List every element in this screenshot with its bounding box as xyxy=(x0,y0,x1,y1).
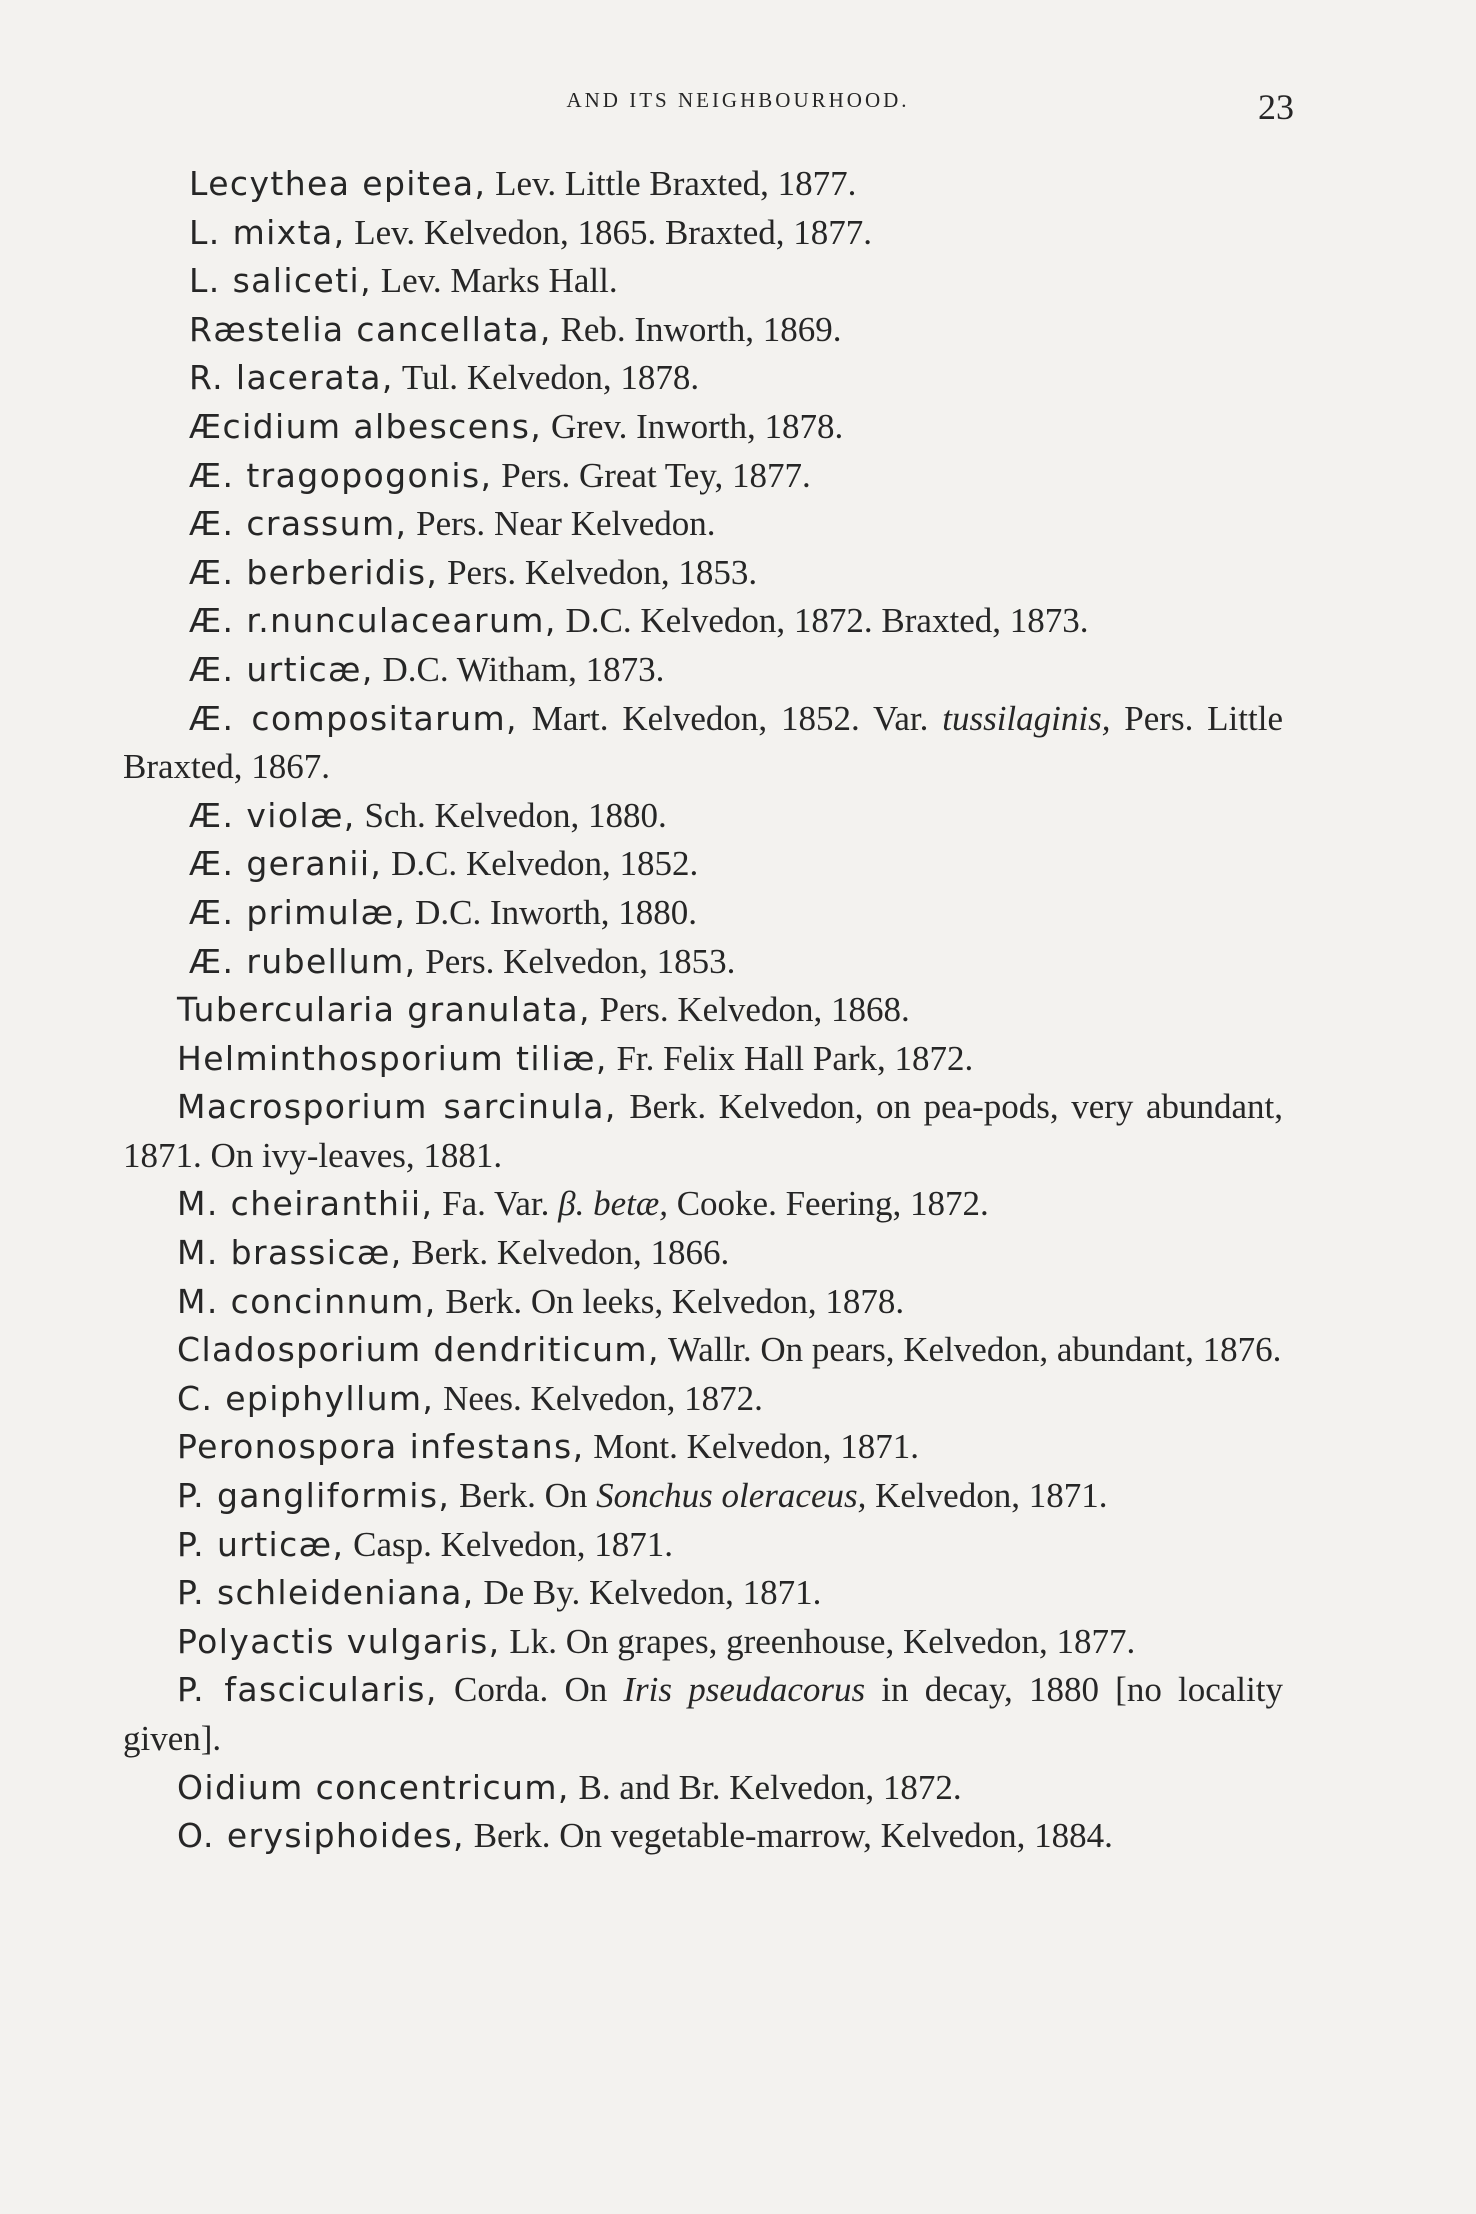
species-entry xyxy=(123,1472,1283,1521)
species-authority: Tul. xyxy=(393,358,459,398)
species-entry xyxy=(123,695,1283,792)
species-record: Kelvedon, 1865. Braxted, 1877. xyxy=(415,212,872,252)
species-name: P. gangliformis, xyxy=(177,1476,451,1516)
species-record: Inworth, 1869. xyxy=(625,309,842,349)
species-variety: β. betæ, xyxy=(558,1184,668,1224)
species-authority: Fa. xyxy=(433,1184,486,1224)
species-authority: D.C. xyxy=(382,844,458,884)
species-record: Kelvedon, 1872. Braxted, 1873. xyxy=(631,601,1089,641)
species-record: Kelvedon, 1871. xyxy=(580,1573,822,1613)
species-name: Æ. violæ, xyxy=(189,795,356,835)
species-record: Great Tey, 1877. xyxy=(570,455,811,495)
species-record: Kelvedon, 1852. Var. xyxy=(608,698,943,738)
species-authority: Berk. xyxy=(450,1476,536,1516)
species-authority: Fr. xyxy=(607,1038,655,1078)
species-record-continued: in decay, 1880 [no locality given]. xyxy=(123,1670,1283,1758)
species-entry xyxy=(123,1375,1283,1424)
species-name: Macrosporium sarcinula, xyxy=(177,1087,617,1127)
species-name: Æ. rubellum, xyxy=(189,941,417,981)
species-authority: Pers. xyxy=(407,504,486,544)
species-name: Æ. crassum, xyxy=(189,504,408,544)
running-head: AND ITS NEIGHBOURHOOD. xyxy=(566,88,910,112)
species-name: C. epiphyllum, xyxy=(177,1378,435,1418)
species-authority: Berk. xyxy=(464,1816,551,1856)
species-name: Helminthosporium tiliæ, xyxy=(177,1038,608,1078)
species-name: Oidium concentricum, xyxy=(177,1767,570,1807)
species-authority: Berk. xyxy=(402,1233,489,1273)
species-authority: Nees. xyxy=(434,1378,522,1418)
species-entry xyxy=(123,646,1283,695)
species-entry xyxy=(123,452,1283,501)
species-name: Æ. berberidis, xyxy=(189,552,439,592)
species-entry xyxy=(123,549,1283,598)
species-record: Kelvedon, 1853. xyxy=(516,552,758,592)
species-name: Lecythea epitea, xyxy=(189,164,487,203)
species-record: Var. xyxy=(485,1184,559,1224)
species-record: On xyxy=(548,1670,624,1710)
species-record: Kelvedon, 1852. xyxy=(457,844,699,884)
species-record: On leeks, Kelvedon, 1878. xyxy=(522,1281,905,1321)
species-entry xyxy=(123,597,1283,646)
species-name: Æ. tragopogonis, xyxy=(189,455,493,495)
species-authority: Berk. xyxy=(616,1087,707,1127)
species-authority: De By. xyxy=(474,1573,581,1613)
species-record: Kelvedon, 1853. xyxy=(494,941,736,981)
species-entry xyxy=(123,840,1283,889)
species-name: R. lacerata, xyxy=(189,358,394,398)
species-name: Æ. compositarum, xyxy=(189,698,518,738)
species-record: On pears, Kelvedon, abundant, 1876. xyxy=(751,1330,1282,1370)
species-host: Sonchus oleraceus, xyxy=(596,1476,867,1516)
species-authority: Mart. xyxy=(517,698,609,738)
species-name: P. urticæ, xyxy=(177,1524,345,1564)
species-authority: Lev. xyxy=(345,212,416,252)
species-authority: D.C. xyxy=(406,892,482,932)
species-entry xyxy=(123,1035,1283,1084)
species-authority: Lev. xyxy=(371,261,442,301)
species-record: Kelvedon, 1878. xyxy=(458,358,700,398)
species-name: M. concinnum, xyxy=(177,1281,437,1321)
species-record: On grapes, greenhouse, Kelvedon, 1877. xyxy=(556,1621,1136,1661)
species-authority: Casp. xyxy=(344,1524,432,1564)
species-record: On xyxy=(535,1476,597,1516)
species-record: On vegetable-marrow, Kelvedon, 1884. xyxy=(550,1816,1113,1856)
species-record: Inworth, 1880. xyxy=(481,892,698,932)
species-name: Æ. r.nunculacearum, xyxy=(189,601,557,641)
species-record-continued: Kelvedon, 1871. xyxy=(866,1476,1108,1516)
species-entry xyxy=(123,1326,1283,1375)
species-name: Æ. urticæ, xyxy=(189,649,374,689)
species-variety: tussilaginis, xyxy=(942,698,1111,738)
species-authority: Berk. xyxy=(436,1281,523,1321)
species-authority: Wallr. xyxy=(659,1330,752,1370)
species-record: Kelvedon, on pea-pods, very abundant, 1871. On ivy-leaves, 1881. xyxy=(123,1087,1283,1175)
species-name: Æcidium albescens, xyxy=(189,406,543,446)
species-authority: D.C. xyxy=(373,649,449,689)
species-record: Felix Hall Park, 1872. xyxy=(654,1038,974,1078)
species-entry xyxy=(123,1521,1283,1570)
species-name: M. brassicæ, xyxy=(177,1233,403,1273)
species-entry xyxy=(123,354,1283,403)
species-entry xyxy=(123,403,1283,452)
species-authority: Pers. xyxy=(416,941,495,981)
species-entry xyxy=(123,257,1283,306)
species-record: Kelvedon, 1868. xyxy=(668,990,910,1030)
species-authority: Lev. xyxy=(486,164,557,203)
species-record: Little Braxted, 1877. xyxy=(556,164,857,203)
species-entry xyxy=(123,500,1283,549)
species-record: Inworth, 1878. xyxy=(627,406,844,446)
species-record-continued: Cooke. Feering, 1872. xyxy=(667,1184,989,1224)
species-name: L. saliceti, xyxy=(189,261,372,301)
species-entry xyxy=(123,1083,1283,1180)
species-entry xyxy=(123,1812,1283,1861)
species-name: Peronospora infestans, xyxy=(177,1427,585,1467)
species-record: Witham, 1873. xyxy=(448,649,665,689)
page-number: 23 xyxy=(1258,87,1294,127)
species-list xyxy=(123,160,1283,1861)
species-name: Cladosporium dendriticum, xyxy=(177,1330,660,1370)
species-entry xyxy=(123,986,1283,1035)
species-authority: Sch. xyxy=(355,795,426,835)
species-entry xyxy=(123,938,1283,987)
species-entry xyxy=(123,792,1283,841)
species-entry xyxy=(123,1569,1283,1618)
species-name: Tubercularia granulata, xyxy=(177,990,591,1030)
species-name: M. cheiranthii, xyxy=(177,1184,434,1224)
species-entry xyxy=(123,209,1283,258)
species-name: Æ. geranii, xyxy=(189,844,383,884)
species-entry xyxy=(123,1229,1283,1278)
species-name: P. fascicularis, xyxy=(177,1670,438,1710)
species-record: Kelvedon, 1872. xyxy=(521,1378,763,1418)
species-entry xyxy=(123,1666,1283,1763)
species-host: Iris pseudacorus xyxy=(623,1670,866,1710)
species-authority: Pers. xyxy=(492,455,571,495)
species-entry xyxy=(123,306,1283,355)
species-entry xyxy=(123,1618,1283,1667)
species-authority: Pers. xyxy=(590,990,669,1030)
species-record: Near Kelvedon. xyxy=(485,504,716,544)
species-authority: Grev. xyxy=(542,406,628,446)
species-record: Marks Hall. xyxy=(441,261,618,301)
species-record: Kelvedon, 1880. xyxy=(425,795,667,835)
species-record-continued: Pers. Little Braxted, 1867. xyxy=(123,698,1283,787)
species-entry xyxy=(123,1423,1283,1472)
species-authority: Corda. xyxy=(437,1670,549,1710)
species-record: Kelvedon, 1872. xyxy=(720,1767,962,1807)
species-name: O. erysiphoides, xyxy=(177,1816,465,1856)
species-entry xyxy=(123,1764,1283,1813)
species-entry xyxy=(123,160,1283,209)
species-authority: Mont. xyxy=(584,1427,678,1467)
species-entry xyxy=(123,889,1283,938)
species-authority: Lk. xyxy=(500,1621,557,1661)
species-name: P. schleideniana, xyxy=(177,1573,475,1613)
species-authority: Reb. xyxy=(551,309,626,349)
species-name: Æ. primulæ, xyxy=(189,892,407,932)
species-name: Polyactis vulgaris, xyxy=(177,1621,501,1661)
species-authority: B. and Br. xyxy=(569,1767,721,1807)
species-authority: D.C. xyxy=(556,601,632,641)
species-name: Ræstelia cancellata, xyxy=(189,309,552,349)
species-record: Kelvedon, 1871. xyxy=(431,1524,673,1564)
species-record: Kelvedon, 1871. xyxy=(677,1427,919,1467)
species-authority: Pers. xyxy=(438,552,517,592)
species-name: L. mixta, xyxy=(189,212,346,252)
species-entry xyxy=(123,1180,1283,1229)
species-entry xyxy=(123,1278,1283,1327)
species-record: Kelvedon, 1866. xyxy=(488,1233,730,1273)
